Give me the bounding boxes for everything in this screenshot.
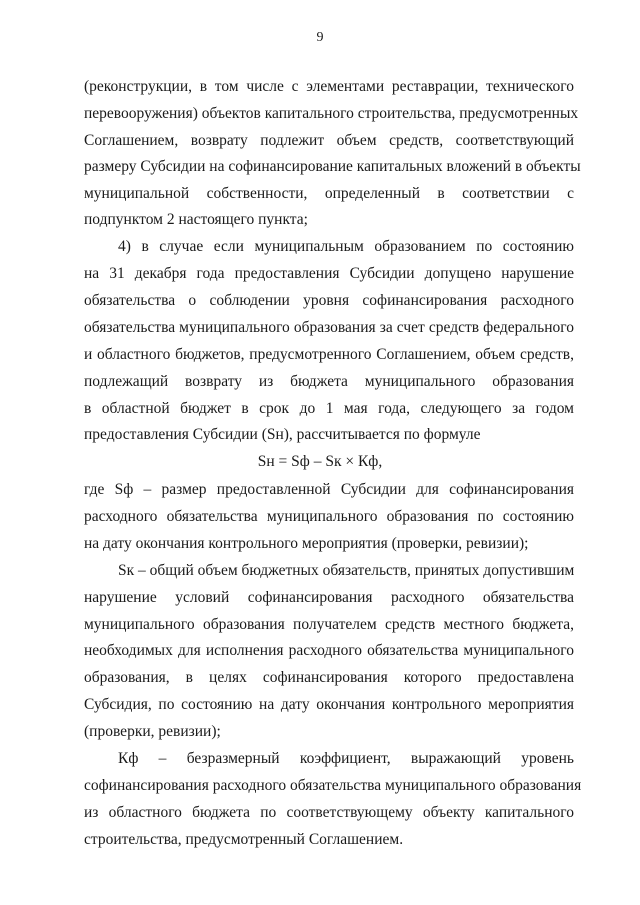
text-line: (реконструкции, в том числе с элементами реставрации, технического xyxy=(84,78,574,95)
text-line: Кф – безразмерный коэффициент, выражающий уровень xyxy=(118,750,574,767)
text-line: необходимых для исполнения расходного обязательства муниципального xyxy=(84,642,574,659)
text-line: Соглашением, возврату подлежит объем средств, соответствующий xyxy=(84,132,574,149)
text-line: расходного обязательства муниципального образования по состоянию xyxy=(84,508,574,525)
page-number: 9 xyxy=(316,30,324,45)
text-line: обязательства о соблюдении уровня софинансирования расходного xyxy=(84,292,574,309)
text-line: строительства, предусмотренный Соглашением. xyxy=(84,831,404,848)
text-line: перевооружения) объектов капитального строительства, предусмотренных xyxy=(84,105,579,122)
text-line: Sк – общий объем бюджетных обязательств, принятых допустившим xyxy=(118,562,575,579)
text-line: и областного бюджетов, предусмотренного Соглашением, объем средств, xyxy=(84,346,574,363)
text-line: (проверки, ревизии); xyxy=(84,723,221,740)
text-line: образования, в целях софинансирования которого предоставлена xyxy=(84,669,574,686)
text-line: размеру Субсидии на софинансирование капитальных вложений в объекты xyxy=(84,158,581,175)
text-line: нарушение условий софинансирования расходного обязательства xyxy=(84,589,574,606)
text-line: в областной бюджет в срок до 1 мая года, следующего за годом xyxy=(84,400,574,417)
text-line: из областного бюджета по соответствующему объекту капитального xyxy=(84,804,574,821)
text-line: подпунктом 2 настоящего пункта; xyxy=(84,211,308,228)
text-line: предоставления Субсидии (Sн), рассчитывается по формуле xyxy=(84,426,481,443)
text-line: где Sф – размер предоставленной Субсидии для софинансирования xyxy=(84,481,574,498)
text-line: муниципального образования получателем средств местного бюджета, xyxy=(84,616,574,633)
text-line: софинансирования расходного обязательства муниципального образования xyxy=(84,777,582,794)
text-line: на 31 декабря года предоставления Субсидии допущено нарушение xyxy=(84,265,574,282)
text-line: подлежащий возврату из бюджета муниципального образования xyxy=(84,373,574,390)
text-line: 4) в случае если муниципальным образованием по состоянию xyxy=(118,238,574,255)
text-line: Субсидия, по состоянию на дату окончания контрольного мероприятия xyxy=(84,696,574,713)
formula: Sн = Sф – Sк × Кф, xyxy=(257,453,383,470)
text-line: обязательства муниципального образования за счет средств федерального xyxy=(84,319,574,336)
text-line: на дату окончания контрольного мероприятия (проверки, ревизии); xyxy=(84,535,529,552)
text-line: муниципальной собственности, определенный в соответствии с xyxy=(84,185,574,202)
